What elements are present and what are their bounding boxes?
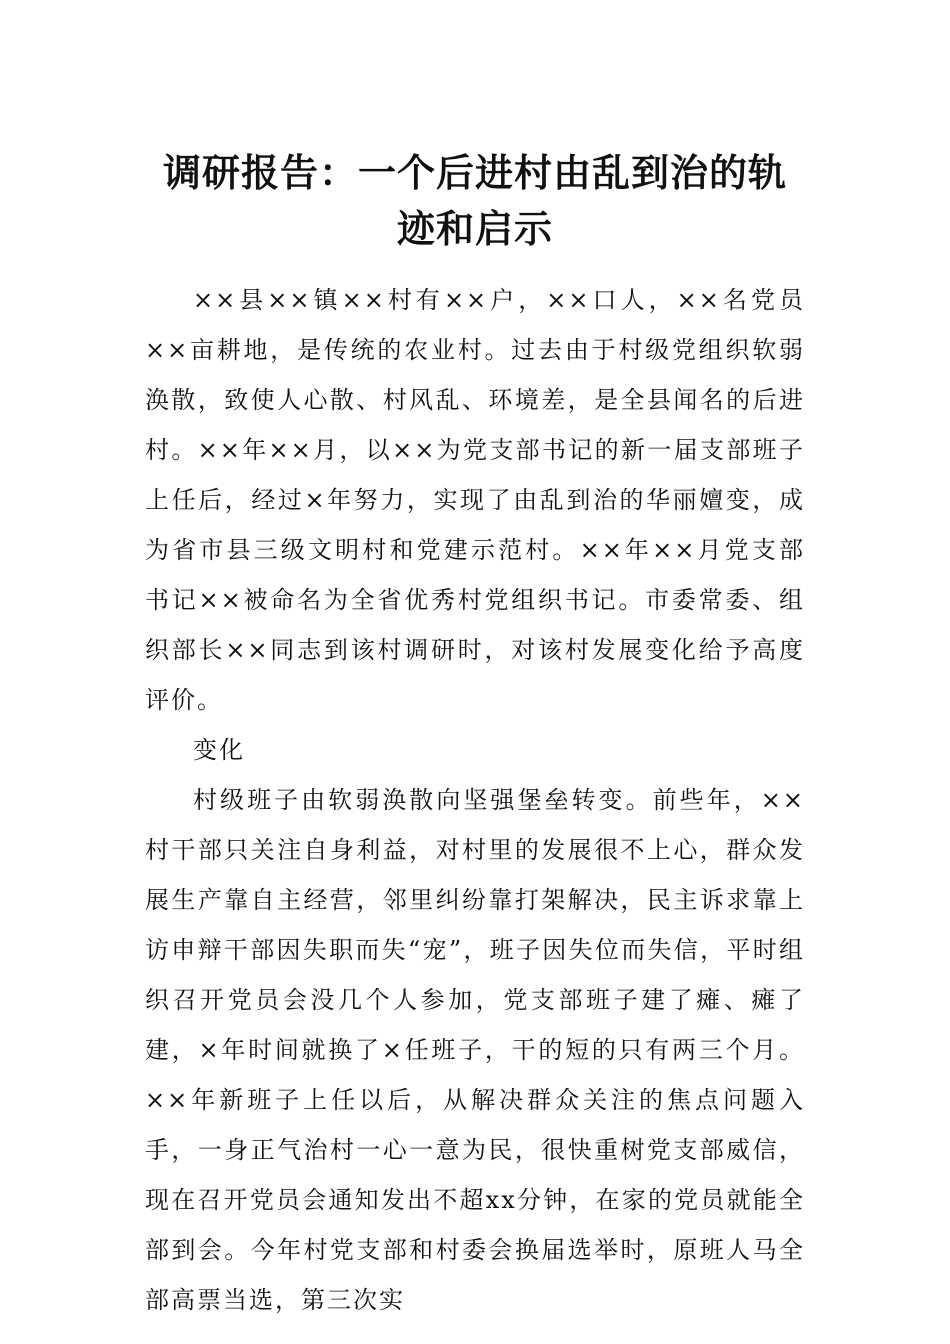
section-heading-change: 变化 <box>193 736 245 764</box>
document-body <box>145 275 805 1325</box>
document-title: 调研报告：一个后进村由乱到治的轨迹和启示 <box>162 151 787 251</box>
change-paragraph-1: 村级班子由软弱涣散向坚强堡垒转变。前些年，××村干部只关注自身利益，对村里的发展很不上心，群众发展生产靠自主经营，邻里纠纷靠打架解决，民主诉求靠上访申辩干部因失职而失“宠”，班子因失位而失信，平时组织召开党员会没几个人参加，党支部班子建了瘫、瘫了建，×年时间就换了×任班子，干的短的只有两三个月。××年新班子上任以后，从解决群众关注的焦点问题入手，一身正气治村一心一意为民，很快重树党支部威信，现在召开党员会通知发出不超xx分钟，在家的党员就能全部到会。今年村党支部和村委会换届选举时，原班人马全部高票当选，第三次实 <box>145 786 805 1314</box>
intro-paragraph: ××县××镇××村有××户，××口人，××名党员××亩耕地，是传统的农业村。过去由于村级党组织软弱涣散，致使人心散、村风乱、环境差，是全县闻名的后进村。××年××月，以××为党支部书记的新一届支部班子上任后，经过×年努力，实现了由乱到治的华丽嬗变，成为省市县三级文明村和党建示范村。××年××月党支部书记××被命名为全省优秀村党组织书记。市委常委、组织部长××同志到该村调研时，对该村发展变化给予高度评价。 <box>145 286 805 714</box>
